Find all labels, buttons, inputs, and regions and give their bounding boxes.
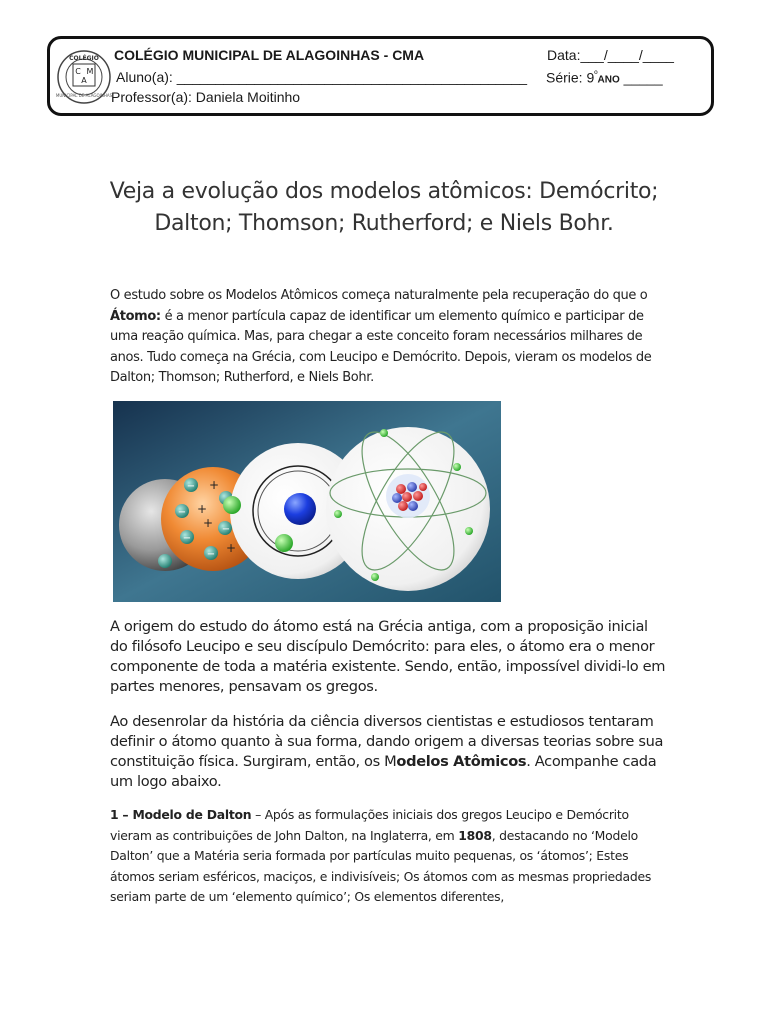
models-intro-text-2: . Acompanhe cada um logo abaixo. xyxy=(110,753,657,790)
electron xyxy=(465,527,473,535)
proton xyxy=(398,501,408,511)
dalton-text-1: – Após as formulações iniciais dos gregos Leucipo e Demócrito vieram as contribuições de John Dalton, na Inglaterra, em xyxy=(110,807,629,843)
electron xyxy=(223,496,241,514)
header-box xyxy=(47,36,714,116)
minus-symbol: − xyxy=(182,533,192,544)
electron xyxy=(371,573,379,581)
title-line-2: Dalton; Thomson; Rutherford; e Niels Bohr. xyxy=(154,211,614,236)
intro-text-1: O estudo sobre os Modelos Atômicos começa naturalmente pela recuperação do que o xyxy=(110,288,648,303)
grade-prefix: Série: 9 xyxy=(546,69,595,86)
grade-ano: ANO xyxy=(597,74,620,86)
dalton-model-section xyxy=(110,805,670,908)
grade-ordinal: º xyxy=(594,69,598,79)
minus-symbol: − xyxy=(177,507,187,518)
greek-origin-paragraph: A origem do estudo do átomo está na Grécia antiga, com a proposição inicial do filósofo Leucipo e seu discípulo Demócrito: para eles, o átomo era o menor componente de toda a matéria existente. Sendo, então, impossível dividi-lo em partes menores, pensavam os gregos. xyxy=(110,618,666,695)
grade-field xyxy=(546,69,663,86)
teacher-name: Professor(a): Daniela Moitinho xyxy=(111,89,301,105)
proton xyxy=(413,491,423,501)
models-intro-text-1: Ao desenrolar da história da ciência diversos cientistas e estudiosos tentaram definir o átomo quanto à sua forma, dando origem a diversas teorias sobre sua constituição física. Surgiram, então, os M xyxy=(110,713,664,770)
dalton-text-2: , destacando no ‘Modelo Dalton’ que a Matéria seria formada por partículas muito pequenas, os ‘átomos’; Estes átomos seriam esféricos, maciços, e indivisíveis; Os átomos com as mesmas propriedades seriam parte de um ‘elemento químico’; Os elementos diferentes, xyxy=(110,827,652,904)
minus-symbol: − xyxy=(221,524,231,535)
title-line-1: Veja a evolução dos modelos atômicos: Demócrito; xyxy=(109,179,659,204)
proton xyxy=(419,483,427,491)
plus-symbol: + xyxy=(225,541,237,555)
electron xyxy=(334,510,342,518)
plus-symbol: + xyxy=(202,516,214,530)
electron xyxy=(275,534,293,552)
grade-blank: _____ xyxy=(619,69,663,86)
atomic-models-illustration xyxy=(113,401,501,602)
intro-text-2: é a menor partícula capaz de identificar um elemento químico e participar de uma reação química. Mas, para chegar a este conceito foram necessários milhares de anos. Tudo começa na Grécia, com Leucipo e Demócrito. Depois, vieram os modelos de Dalton; Thomson; Rutherford, e Niels Bohr. xyxy=(110,308,652,385)
electron xyxy=(453,463,461,471)
neutron xyxy=(407,482,417,492)
nucleus xyxy=(284,493,316,525)
dalton-heading: 1 – Modelo de Dalton xyxy=(110,807,252,822)
atom-term: Átomo: xyxy=(110,308,161,324)
school-seal-logo xyxy=(56,49,112,105)
school-name: COLÉGIO MUNICIPAL DE ALAGOINHAS - CMA xyxy=(114,47,425,63)
intro-paragraph xyxy=(110,286,670,389)
plus-symbol: + xyxy=(196,502,208,516)
minus-symbol: − xyxy=(186,481,196,492)
svg-text:A: A xyxy=(81,76,87,85)
dalton-year: 1808 xyxy=(458,827,492,843)
proton xyxy=(396,484,406,494)
atomic-models-term: odelos Atômicos xyxy=(396,753,527,770)
plus-symbol: + xyxy=(208,478,220,492)
svg-text:M: M xyxy=(86,67,94,76)
neutron xyxy=(392,493,402,503)
page-title xyxy=(100,176,668,240)
neutron xyxy=(408,501,418,511)
svg-text:COLÉGIO: COLÉGIO xyxy=(69,55,99,62)
svg-text:MUNICIPAL DE ALAGOINHAS: MUNICIPAL DE ALAGOINHAS xyxy=(56,93,112,98)
proton xyxy=(402,492,412,502)
date-field: Data:___/____/____ xyxy=(547,47,674,63)
svg-text:C: C xyxy=(75,67,81,76)
models-intro-paragraph xyxy=(110,712,666,792)
electron xyxy=(380,429,388,437)
minus-symbol: − xyxy=(206,549,216,560)
student-name-field: Aluno(a): _____________________________________________ xyxy=(116,69,528,85)
thomson-electron xyxy=(158,554,172,568)
